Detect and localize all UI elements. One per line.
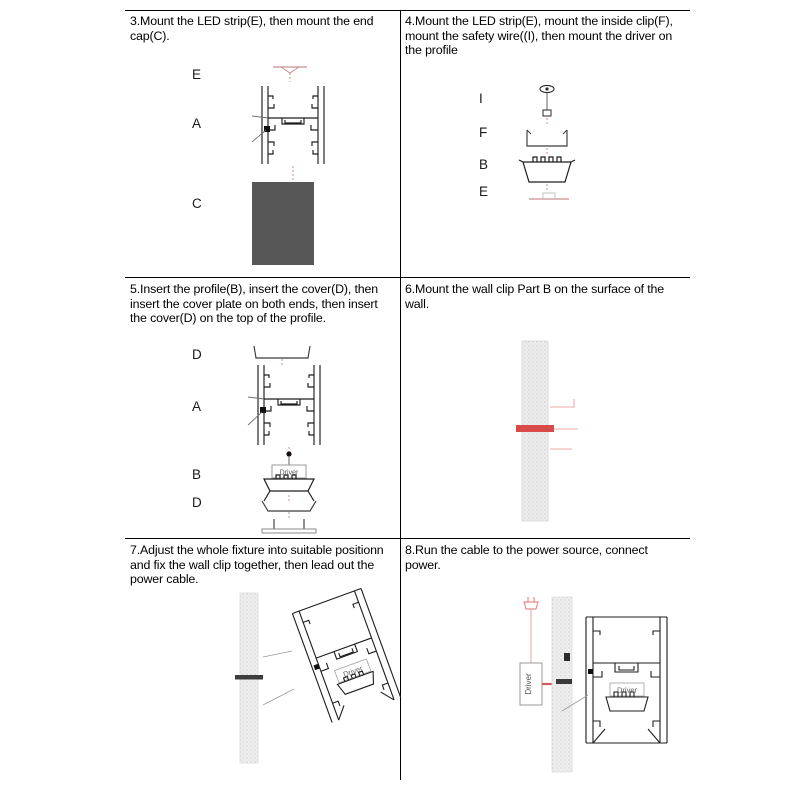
driver-label-8b: Driver: [617, 685, 637, 695]
cell-step-6: [405, 282, 690, 534]
step-8-caption: 8.Run the cable to the power source, connect power.: [405, 543, 648, 572]
label-B: B: [192, 467, 202, 482]
fixture-tilted-drawing: [230, 593, 420, 773]
label-B: B: [479, 157, 489, 172]
figure-step-4: [475, 76, 675, 211]
safety-wire-glyph: [527, 84, 567, 126]
label-E: E: [192, 67, 202, 82]
profile-cross-section-2: [248, 363, 330, 449]
cell-step-4: [405, 14, 690, 274]
label-F: F: [479, 125, 488, 140]
wall-clip-bracket-glyph: [515, 156, 579, 192]
driver-bracket-glyph: [248, 451, 330, 503]
table-rule-row3: [125, 538, 690, 539]
step-6-caption: 6.Mount the wall clip Part B on the surface of the wall.: [405, 282, 665, 311]
figure-step-6: [500, 337, 660, 527]
figure-step-8: [500, 591, 700, 776]
led-strip-glyph-2: [525, 189, 573, 209]
cell-step-7: [130, 543, 395, 778]
figure-step-3: [190, 54, 390, 269]
inside-clip-glyph: [519, 126, 575, 158]
table-rule-row2: [125, 277, 690, 278]
profile-cross-section: [252, 84, 334, 166]
label-A: A: [192, 116, 202, 131]
figure-step-5: [190, 339, 390, 534]
driver-label-8: Driver: [524, 673, 533, 695]
cell-step-5: [130, 282, 395, 534]
cell-step-8: [405, 543, 690, 778]
wall-with-clip-drawing: [500, 337, 660, 527]
led-strip-glyph: [265, 60, 315, 86]
label-C: C: [192, 196, 203, 211]
step-7-caption: 7.Adjust the whole fixture into suitable positionn and fix the wall clip together, then lead out the power cable.: [130, 543, 384, 587]
end-cap-block: [252, 182, 314, 265]
step-5-caption: 5.Insert the profile(B), insert the cover(D), then insert the cover plate on both ends, then insert the cover(D) on the top of the profile.: [130, 282, 378, 326]
power-plug-icon: [524, 597, 538, 663]
label-D-bottom: D: [192, 495, 203, 510]
label-E: E: [479, 184, 489, 199]
table-rule-top: [125, 10, 690, 11]
step-3-caption: 3.Mount the LED strip(E), then mount the end cap(C).: [130, 14, 374, 43]
label-A: A: [192, 399, 202, 414]
assembly-arrow-endcap: [288, 166, 298, 182]
label-I: I: [479, 91, 484, 106]
driver-label-5: Driver: [279, 469, 299, 477]
label-D-top: D: [192, 347, 203, 362]
step-4-caption: 4.Mount the LED strip(E), mount the inside clip(F), mount the safety wire((I), then mount the driver on the profile: [405, 14, 673, 58]
driver-label-7: Driver: [341, 663, 364, 679]
cover-bottom-glyph: [248, 497, 330, 537]
cell-step-3: [130, 14, 395, 274]
fixture-mounted-cable-drawing: [500, 591, 700, 776]
figure-step-7: [230, 593, 420, 773]
cover-top-glyph: [250, 342, 316, 364]
